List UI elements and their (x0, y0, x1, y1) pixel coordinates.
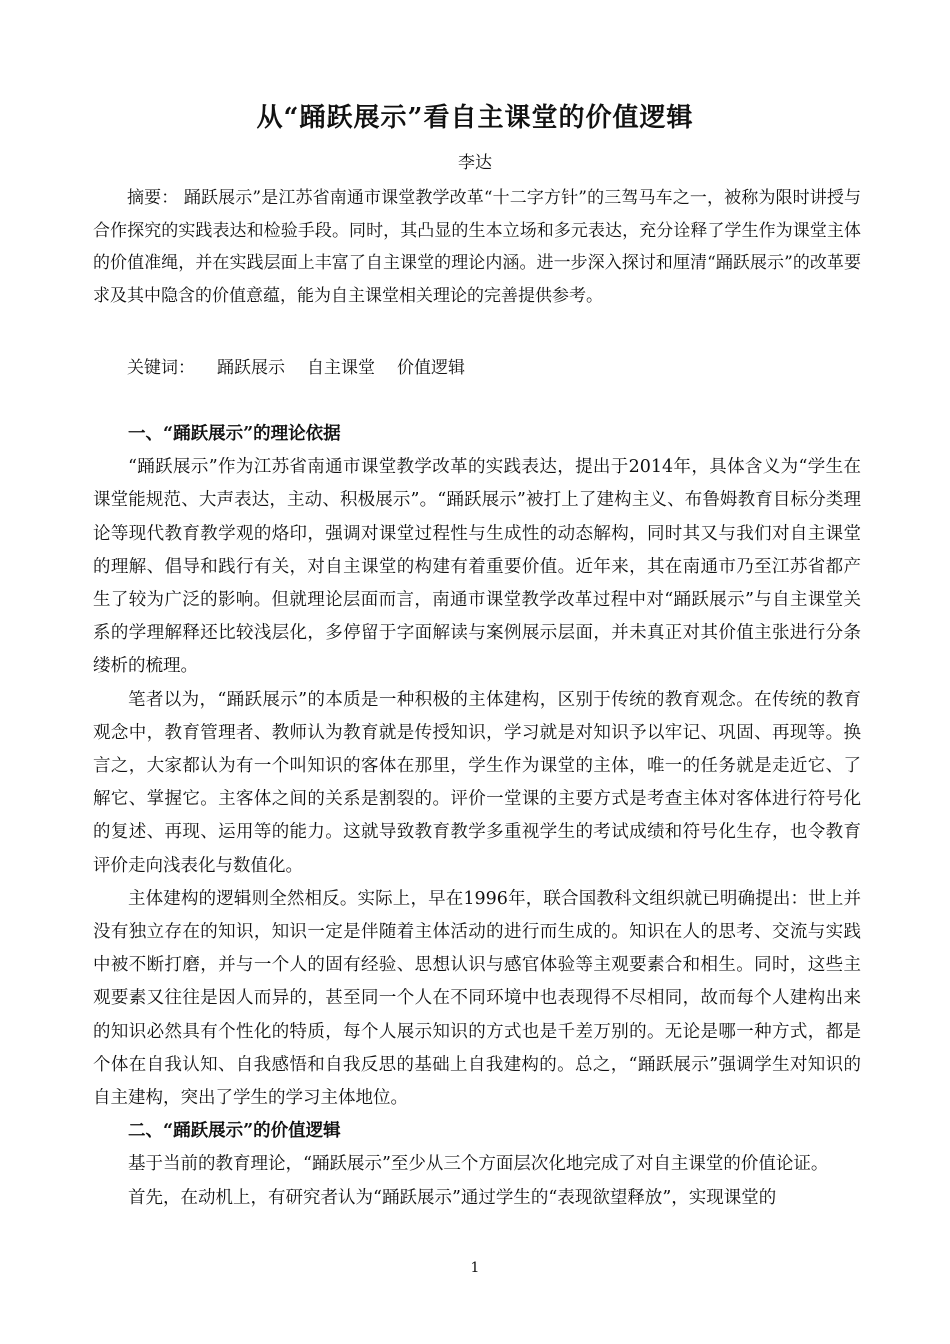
body-paragraph: 首先，在动机上，有研究者认为“踊跃展示”通过学生的“表现欲望释放”，实现课堂的 (128, 1187, 777, 1208)
body-paragraph: 主体建构的逻辑则全然相反。实际上，早在1996年，联合国教科文组织就已明确提出：世上并没有独立存在的知识，知识一定是伴随着主体活动的进行而生成的。知识在人的思考、交流与实践中被不断打磨，并与一个人的固有经验、思想认识与感官体验等主观要素合和相生。同时，这些主观要素又往往是因人而异的，甚至同一个人在不同环境中也表现得不尽相同，故而每个人建构出来的知识必然具有个性化的特质，每个人展示知识的方式也是千差万别的。无论是哪一种方式，都是个体在自我认知、自我感悟和自我反思的基础上自我建构的。总之，“踊跃展示”强调学生对知识的自主建构，突出了学生的学习主体地位。 (93, 888, 861, 1109)
page-number: 1 (470, 1260, 480, 1276)
section-heading: 一、“踊跃展示”的理论依据 (128, 424, 341, 444)
body-paragraph: 笔者以为，“踊跃展示”的本质是一种积极的主体建构，区别于传统的教育观念。在传统的教育观念中，教育管理者、教师认为教育就是传授知识，学习就是对知识予以牢记、巩固、再现等。换言之，大家都认为有一个叫知识的客体在那里，学生作为课堂的主体，唯一的任务就是走近它、了解它、掌握它。主客体之间的关系是割裂的。评价一堂课的主要方式是考查主体对客体进行符号化的复述、再现、运用等的能力。这就导致教育教学多重视学生的考试成绩和符号化生存，也令教育评价走向浅表化与数值化。 (93, 689, 861, 876)
section-heading: 二、“踊跃展示”的价值逻辑 (128, 1121, 341, 1142)
author-name: 李达 (458, 153, 492, 173)
keywords-line (93, 353, 861, 383)
keyword-item: 自主课堂 (307, 358, 375, 378)
body-text (93, 418, 861, 1215)
keywords-label: 关键词： (127, 358, 195, 378)
abstract-paragraph: 摘要： 踊跃展示”是江苏省南通市课堂教学改革“十二字方针”的三驾马车之一，被称为限时讲授与合作探究的实践表达和检验手段。同时，其凸显的生本立场和多元表达，充分诠释了学生作为课堂主体的价值准绳，并在实践层面上丰富了自主课堂的理论内涵。进一步深入探讨和厘清“踊跃展示”的改革要求及其中隐含的价值意蕴，能为自主课堂相关理论的完善提供参考。 (93, 188, 861, 306)
body-paragraph: 基于当前的教育理论，“踊跃展示”至少从三个方面层次化地完成了对自主课堂的价值论证。 (128, 1154, 829, 1175)
page-title: 从“踊跃展示”看自主课堂的价值逻辑 (256, 103, 694, 133)
body-paragraph: “踊跃展示”作为江苏省南通市课堂教学改革的实践表达，提出于2014年，具体含义为“学生在课堂能规范、大声表达，主动、积极展示”。“踊跃展示”被打上了建构主义、布鲁姆教育目标分类理论等现代教育教学观的烙印，强调对课堂过程性与生成性的动态解构，同时其又与我们对自主课堂的理解、倡导和践行有关，对自主课堂的构建有着重要价值。近年来，其在南通市乃至江苏省都产生了较为广泛的影响。但就理论层面而言，南通市课堂教学改革过程中对“踊跃展示”与自主课堂关系的学理解释还比较浅层化，多停留于字面解读与案例展示层面，并未真正对其价值主张进行分条缕析的梳理。 (93, 457, 861, 677)
keyword-item: 踊跃展示 (217, 358, 285, 378)
keyword-item: 价值逻辑 (397, 358, 465, 378)
